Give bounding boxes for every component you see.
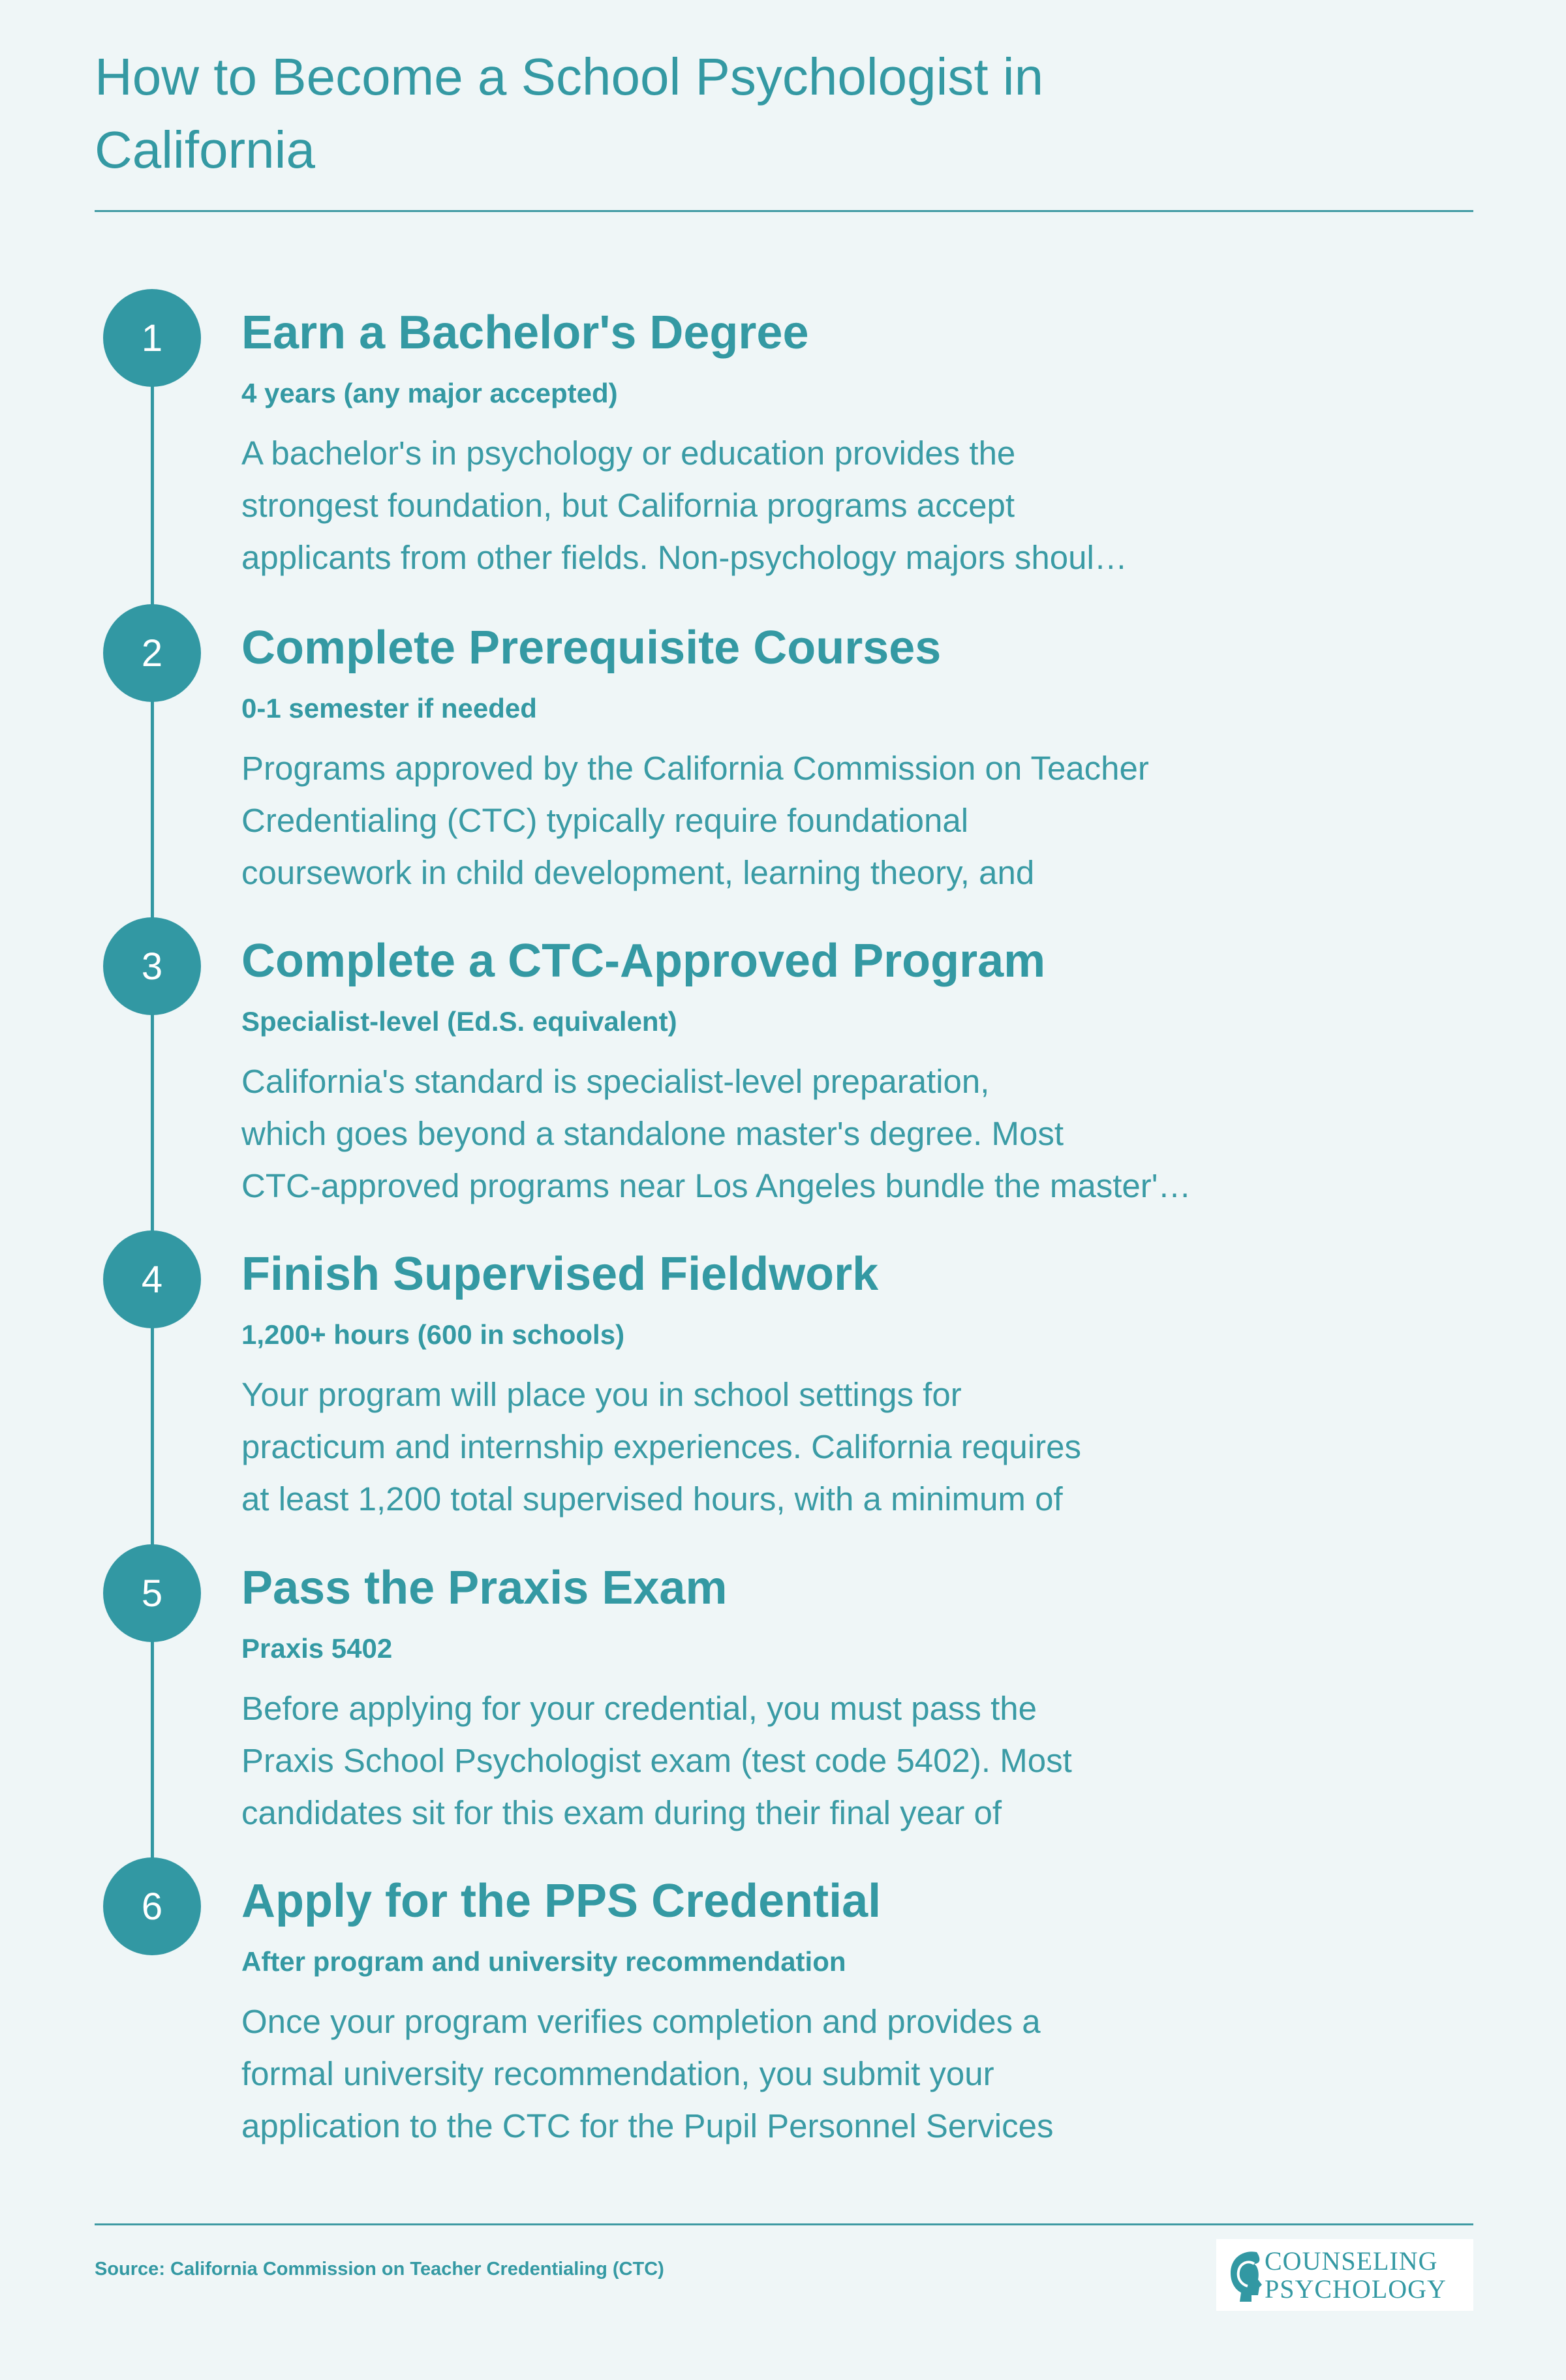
description-line: practicum and internship experiences. California requires — [241, 1428, 1081, 1465]
description-line: A bachelor's in psychology or education provides the — [241, 435, 1016, 472]
description-line: Credentialing (CTC) typically require foundational — [241, 802, 969, 839]
step-title: Complete Prerequisite Courses — [241, 622, 942, 674]
step-number-badge: 2 — [103, 604, 201, 702]
logo-text-line: COUNSELING — [1265, 2246, 1438, 2276]
step-description — [241, 1369, 1312, 1525]
step-title: Apply for the PPS Credential — [241, 1875, 882, 1927]
step-description — [241, 1683, 1312, 1839]
description-line: Praxis School Psychologist exam (test code 5402). Most — [241, 1742, 1072, 1779]
step-description — [241, 427, 1312, 584]
footer-divider — [95, 2223, 1473, 2225]
description-line: applicants from other fields. Non-psychology majors shoul… — [241, 539, 1128, 576]
step-1 — [0, 289, 1566, 576]
step-title: Complete a CTC-Approved Program — [241, 935, 1046, 987]
description-line: application to the CTC for the Pupil Personnel Services — [241, 2107, 1054, 2144]
description-line: which goes beyond a standalone master's degree. Most — [241, 1115, 1064, 1152]
step-duration: 0-1 semester if needed — [241, 693, 537, 724]
description-line: California's standard is specialist-level preparation, — [241, 1063, 990, 1100]
description-line: Once your program verifies completion and provides a — [241, 2003, 1041, 2040]
description-line: Before applying for your credential, you must pass the — [241, 1690, 1037, 1727]
step-title: Earn a Bachelor's Degree — [241, 307, 809, 359]
header-divider — [95, 210, 1473, 212]
step-4 — [0, 1230, 1566, 1518]
step-duration: Praxis 5402 — [241, 1633, 393, 1664]
description-line: Programs approved by the California Commission on Teacher — [241, 750, 1149, 787]
step-duration: 1,200+ hours (600 in schools) — [241, 1319, 625, 1350]
description-line: formal university recommendation, you submit your — [241, 2055, 994, 2092]
step-number-badge: 4 — [103, 1230, 201, 1328]
description-line: Your program will place you in school settings for — [241, 1376, 962, 1413]
description-line: candidates sit for this exam during their final year of — [241, 1794, 1002, 1831]
step-number-badge: 3 — [103, 917, 201, 1015]
description-line: CTC-approved programs near Los Angeles bundle the master'… — [241, 1167, 1191, 1204]
description-line: strongest foundation, but California programs accept — [241, 487, 1015, 524]
step-6 — [0, 1857, 1566, 2144]
step-duration: After program and university recommendation — [241, 1946, 846, 1977]
step-duration: 4 years (any major accepted) — [241, 378, 618, 408]
step-5 — [0, 1544, 1566, 1831]
step-description — [241, 1056, 1312, 1212]
logo-text-line: PSYCHOLOGY — [1265, 2274, 1447, 2304]
head-profile-icon — [1225, 2247, 1263, 2303]
step-title: Finish Supervised Fieldwork — [241, 1248, 879, 1300]
description-line: coursework in child development, learning theory, and — [241, 854, 1035, 891]
step-description — [241, 1996, 1312, 2152]
counseling-psychology-logo[interactable] — [1216, 2239, 1473, 2311]
step-2 — [0, 604, 1566, 891]
step-number-badge: 5 — [103, 1544, 201, 1642]
step-description — [241, 742, 1312, 899]
page-title: How to Become a School Psychologist in California — [95, 48, 1044, 179]
step-duration: Specialist-level (Ed.S. equivalent) — [241, 1006, 677, 1037]
description-line: at least 1,200 total supervised hours, with a minimum of — [241, 1480, 1063, 1518]
step-3 — [0, 917, 1566, 1204]
step-title: Pass the Praxis Exam — [241, 1562, 728, 1614]
step-number-badge: 6 — [103, 1857, 201, 1955]
step-number-badge: 1 — [103, 289, 201, 387]
source-note: Source: California Commission on Teacher Credentialing (CTC) — [95, 2259, 664, 2280]
